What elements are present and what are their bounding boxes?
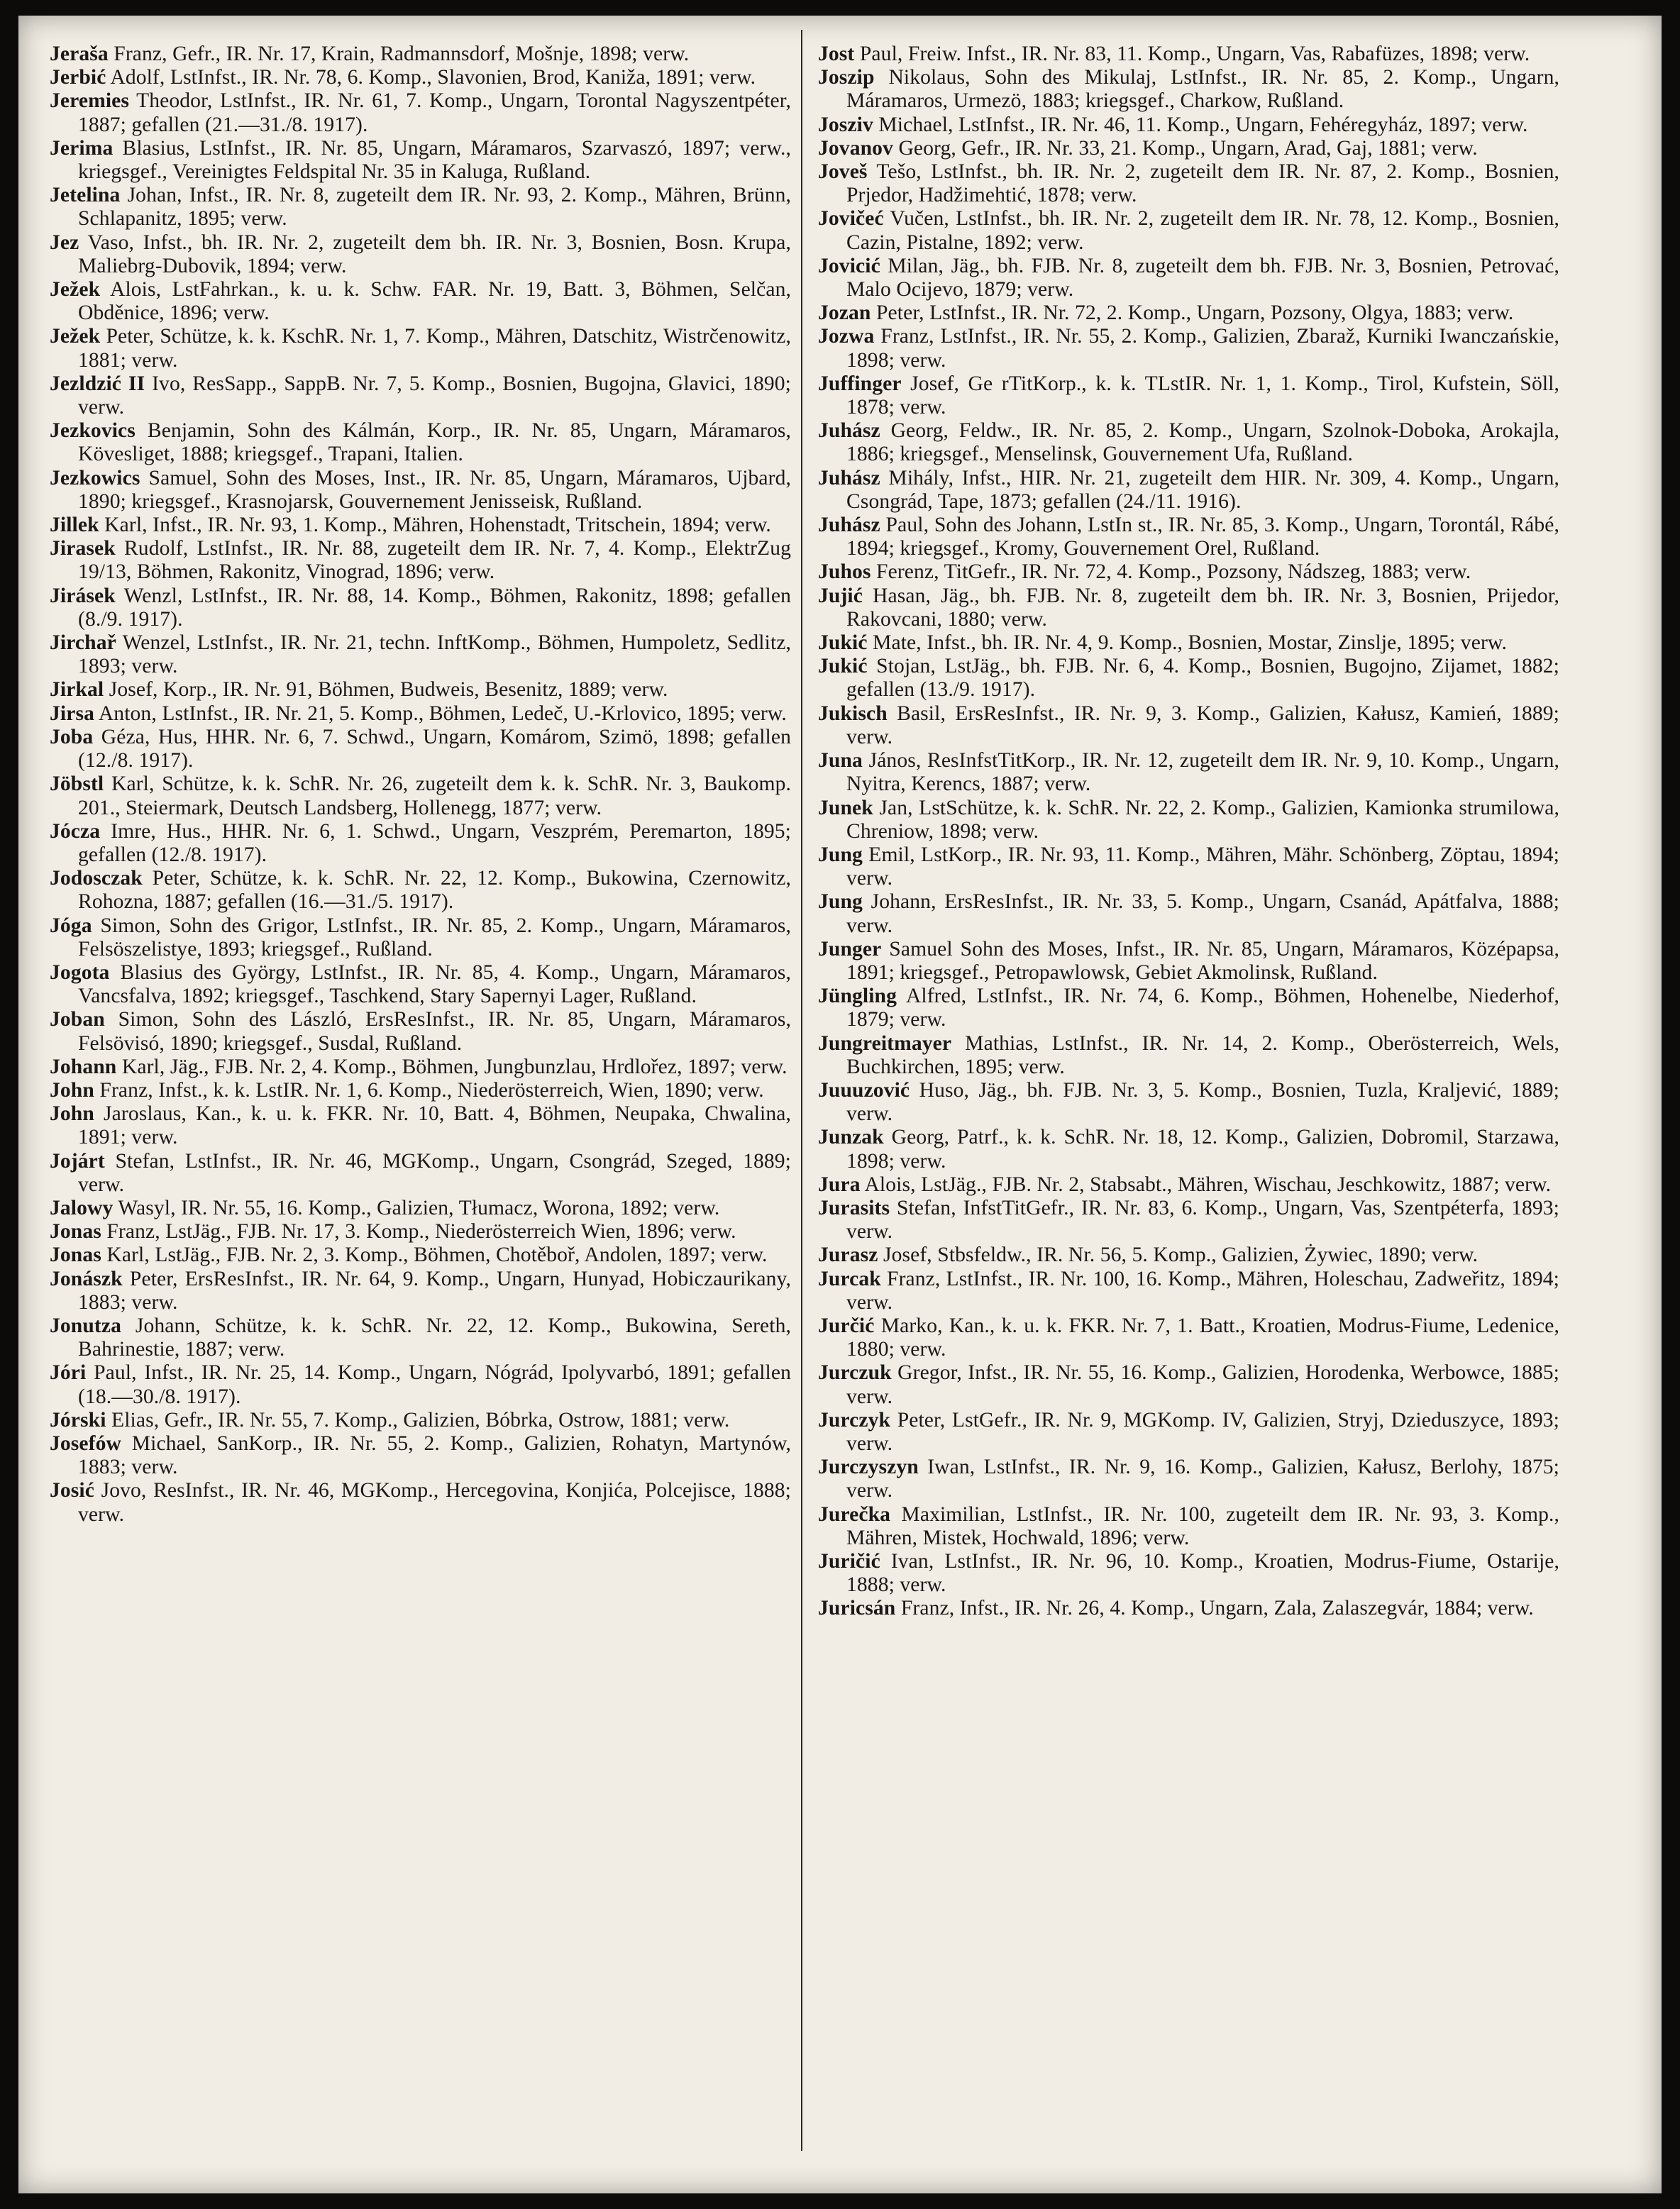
- entry-details: Franz, LstJäg., FJB. Nr. 17, 3. Komp., Niederösterreich Wien, 1896; verw.: [101, 1220, 736, 1244]
- register-entry: [818, 255, 1559, 301]
- entry-surname: Josić: [50, 1479, 94, 1502]
- register-entry: [50, 1268, 791, 1314]
- register-entry: [50, 961, 791, 1008]
- entry-details: Maximilian, LstInfst., IR. Nr. 100, zugeteilt dem IR. Nr. 93, 3. Komp., Mähren, Mistek, Hochwald, 1896; verw.: [846, 1502, 1559, 1549]
- register-entry: [818, 1079, 1559, 1126]
- entry-details: Stefan, LstInfst., IR. Nr. 46, MGKomp., Ungarn, Csongrád, Szeged, 1889; verw.: [78, 1149, 791, 1196]
- register-entry: [50, 773, 791, 819]
- entry-surname: Jovanov: [818, 136, 893, 160]
- register-entry: [818, 137, 1559, 160]
- register-entry: [50, 867, 791, 914]
- entry-details: Franz, LstInfst., IR. Nr. 100, 16. Komp., Mähren, Holeschau, Zadweřitz, 1894; verw.: [846, 1267, 1559, 1314]
- entry-details: Peter, Schütze, k. k. SchR. Nr. 22, 12. Komp., Bukowina, Czernowitz, Rohozna, 1887; gefallen (16.—31./5. 1917).: [78, 867, 791, 914]
- entry-details: Georg, Patrf., k. k. SchR. Nr. 18, 12. Komp., Galizien, Dobromil, Starzawa, 1898; verw.: [846, 1126, 1559, 1173]
- entry-surname: Jirásek: [50, 584, 116, 607]
- register-entry: [818, 160, 1559, 207]
- register-entry: [50, 184, 791, 231]
- entry-details: Milan, Jäg., bh. FJB. Nr. 8, zugeteilt dem bh. FJB. Nr. 3, Bosnien, Petrovać, Malo Ocijevo, 1879; verw.: [846, 254, 1559, 301]
- entry-surname: Joban: [50, 1008, 105, 1031]
- register-entry: [818, 655, 1559, 702]
- entry-surname: Jogota: [50, 960, 110, 984]
- entry-details: Géza, Hus, HHR. Nr. 6, 7. Schwd., Ungarn, Komárom, Szimö, 1898; gefallen (12./8. 1917).: [78, 725, 791, 773]
- entry-details: Michael, LstInfst., IR. Nr. 46, 11. Komp., Ungarn, Fehéregyház, 1897; verw.: [873, 113, 1528, 136]
- register-entry: [50, 678, 791, 702]
- entry-details: Blasius, LstInfst., IR. Nr. 85, Ungarn, Máramaros, Szarvaszó, 1897; verw., kriegsgef., Vereinigtes Feldspital Nr. 35 in Kaluga, Rußland.: [78, 136, 791, 184]
- entry-surname: Junger: [818, 937, 882, 960]
- register-entry: [818, 325, 1559, 372]
- entry-surname: Jungreitmayer: [818, 1031, 952, 1055]
- register-entry: [818, 1503, 1559, 1550]
- entry-surname: Juhász: [818, 466, 880, 489]
- entry-surname: Jozan: [818, 301, 871, 325]
- entry-surname: Jirkal: [50, 678, 104, 702]
- entry-surname: Juhos: [818, 560, 871, 584]
- register-entry: [818, 419, 1559, 466]
- entry-surname: Jerbić: [50, 66, 106, 89]
- entry-details: János, ResInfstTitKorp., IR. Nr. 12, zugeteilt dem IR. Nr. 9, 10. Komp., Ungarn, Nyitra, Kerencs, 1887; verw.: [846, 749, 1559, 796]
- column-divider: [801, 30, 802, 2151]
- entry-details: Theodor, LstInfst., IR. Nr. 61, 7. Komp., Ungarn, Torontal Nagyszentpéter, 1887; gefallen (21.—31./8. 1917).: [78, 89, 791, 136]
- entry-details: Marko, Kan., k. u. k. FKR. Nr. 7, 1. Batt., Kroatien, Modrus-Fiume, Ledenice, 1880; verw.: [846, 1314, 1559, 1361]
- register-entry: [818, 585, 1559, 631]
- register-entry: [50, 1150, 791, 1197]
- entry-surname: Jonászk: [50, 1267, 123, 1290]
- register-entry: [818, 1244, 1559, 1267]
- entry-surname: Johann: [50, 1055, 117, 1078]
- entry-surname: Jezldzić II: [50, 372, 145, 395]
- entry-details: Imre, Hus., HHR. Nr. 6, 1. Schwd., Ungarn, Veszprém, Peremarton, 1895; gefallen (12./8. 1917).: [78, 819, 791, 866]
- entry-details: Nikolaus, Sohn des Mikulaj, LstInfst., IR. Nr. 85, 2. Komp., Ungarn, Máramaros, Urmezö, 1883; kriegsgef., Charkow, Rußland.: [846, 66, 1559, 113]
- entry-surname: Jonas: [50, 1244, 101, 1267]
- register-entry: [50, 585, 791, 631]
- register-entry: [50, 1056, 791, 1079]
- entry-surname: Jurčić: [818, 1314, 875, 1337]
- entry-details: Mathias, LstInfst., IR. Nr. 14, 2. Komp., Oberösterreich, Wels, Buchkirchen, 1895; verw.: [846, 1031, 1559, 1078]
- register-entry: [50, 278, 791, 325]
- entry-details: Rudolf, LstInfst., IR. Nr. 88, zugeteilt dem IR. Nr. 7, 4. Komp., ElektrZug 19/13, Böhmen, Rakonitz, Vinograd, 1896; verw.: [78, 537, 791, 584]
- entry-surname: Jezkowics: [50, 466, 140, 489]
- entry-surname: Joveš: [818, 160, 868, 184]
- register-entry: [818, 207, 1559, 254]
- entry-surname: Jóri: [50, 1361, 87, 1385]
- register-entry: [818, 1126, 1559, 1173]
- register-entry: [818, 114, 1559, 137]
- entry-surname: Ježek: [50, 278, 101, 301]
- entry-details: Karl, Schütze, k. k. SchR. Nr. 26, zugeteilt dem k. k. SchR. Nr. 3, Baukomp. 201., Steiermark, Deutsch Landsberg, Hollenegg, 1877; verw.: [78, 773, 791, 819]
- entry-surname: Jirchař: [50, 631, 116, 655]
- entry-surname: Jurcak: [818, 1267, 881, 1290]
- entry-surname: Jodosczak: [50, 867, 143, 890]
- entry-details: Blasius des György, LstInfst., IR. Nr. 85, 4. Komp., Ungarn, Máramaros, Vancsfalva, 1892; kriegsgef., Taschkend, Stary Sapernyi Lager, Rußland.: [78, 960, 791, 1008]
- entry-surname: Juricsán: [818, 1597, 896, 1620]
- register-entry: [50, 1432, 791, 1479]
- entry-surname: Jonas: [50, 1220, 101, 1244]
- entry-details: Alois, LstFahrkan., k. u. k. Schw. FAR. Nr. 19, Batt. 3, Böhmen, Selčan, Obděnice, 1896; verw.: [78, 278, 791, 325]
- entry-details: Wenzl, LstInfst., IR. Nr. 88, 14. Komp., Böhmen, Rakonitz, 1898; gefallen (8./9. 1917).: [78, 584, 791, 631]
- register-entry: [818, 1550, 1559, 1597]
- entry-details: Josef, Ge rTitKorp., k. k. TLstIR. Nr. 1, 1. Komp., Tirol, Kufstein, Söll, 1878; verw.: [846, 372, 1559, 419]
- register-entry: [818, 1173, 1559, 1197]
- register-entry: [50, 66, 791, 89]
- entry-details: Benjamin, Sohn des Kálmán, Korp., IR. Nr. 85, Ungarn, Máramaros, Kövesliget, 1888; kriegsgef., Trapani, Italien.: [78, 419, 791, 466]
- entry-details: Peter, ErsResInfst., IR. Nr. 64, 9. Komp., Ungarn, Hunyad, Hobiczaurikany, 1883; verw.: [78, 1267, 791, 1314]
- entry-details: Josef, Korp., IR. Nr. 91, Böhmen, Budweis, Besenitz, 1889; verw.: [104, 678, 668, 702]
- entry-details: Franz, Infst., k. k. LstIR. Nr. 1, 6. Komp., Niederösterreich, Wien, 1890; verw.: [94, 1078, 764, 1102]
- entry-details: Ivan, LstInfst., IR. Nr. 96, 10. Komp., Kroatien, Modrus-Fiume, Ostarije, 1888; verw.: [846, 1550, 1559, 1597]
- entry-surname: Jillek: [50, 514, 99, 537]
- entry-details: Paul, Sohn des Johann, LstIn st., IR. Nr. 85, 3. Komp., Ungarn, Torontál, Rábé, 1894; kriegsgef., Kromy, Gouvernement Orel, Rußland.: [846, 514, 1559, 560]
- entry-details: Johann, ErsResInfst., IR. Nr. 33, 5. Komp., Ungarn, Csanád, Apátfalva, 1888; verw.: [846, 890, 1559, 937]
- entry-details: Wenzel, LstInfst., IR. Nr. 21, techn. InftKomp., Böhmen, Humpoletz, Sedlitz, 1893; verw.: [78, 631, 791, 678]
- entry-details: Mate, Infst., bh. IR. Nr. 4, 9. Komp., Bosnien, Mostar, Zinslje, 1895; verw.: [867, 631, 1507, 655]
- entry-surname: Jurasits: [818, 1196, 890, 1219]
- entry-details: Hasan, Jäg., bh. FJB. Nr. 8, zugeteilt dem bh. IR. Nr. 3, Bosnien, Prijedor, Rakovcani, 1880; verw.: [846, 584, 1559, 631]
- entry-details: Karl, Infst., IR. Nr. 93, 1. Komp., Mähren, Hohenstadt, Tritschein, 1894; verw.: [99, 514, 771, 537]
- entry-surname: Joba: [50, 725, 94, 748]
- register-entry: [818, 372, 1559, 419]
- entry-surname: Juhász: [818, 419, 880, 443]
- register-entry: [818, 1409, 1559, 1456]
- entry-surname: Junek: [818, 796, 873, 819]
- entry-surname: Jost: [818, 43, 855, 65]
- register-entry: [50, 372, 791, 419]
- entry-details: Emil, LstKorp., IR. Nr. 93, 11. Komp., Mähren, Mähr. Schönberg, Zöptau, 1894; verw.: [846, 843, 1559, 890]
- entry-surname: Jovičeć: [818, 207, 884, 231]
- register-entry: [818, 1032, 1559, 1079]
- register-entry: [50, 1102, 791, 1149]
- register-entry: [818, 1361, 1559, 1408]
- entry-details: Johann, Schütze, k. k. SchR. Nr. 22, 12. Komp., Bukowina, Sereth, Bahrinestie, 1887; verw.: [78, 1314, 791, 1361]
- register-entry: [50, 1314, 791, 1361]
- register-entry: [50, 1220, 791, 1244]
- entry-surname: Jung: [818, 890, 863, 914]
- entry-surname: Jetelina: [50, 184, 121, 207]
- register-entry: [50, 325, 791, 372]
- entry-details: Jan, LstSchütze, k. k. SchR. Nr. 22, 2. Komp., Galizien, Kamionka strumilowa, Chreniow, 1898; verw.: [846, 796, 1559, 843]
- entry-surname: Jozwa: [818, 325, 875, 348]
- register-entry: [50, 702, 791, 726]
- entry-details: Samuel Sohn des Moses, Infst., IR. Nr. 85, Ungarn, Máramaros, Középapsa, 1891; kriegsgef., Petropawlowsk, Gebiet Akmolinsk, Rußland.: [846, 937, 1559, 984]
- entry-surname: Jez: [50, 231, 79, 254]
- entry-surname: Juhász: [818, 514, 880, 537]
- entry-details: Anton, LstInfst., IR. Nr. 21, 5. Komp., Böhmen, Ledeč, U.-Krlovico, 1895; verw.: [94, 702, 787, 725]
- entry-details: Paul, Infst., IR. Nr. 25, 14. Komp., Ungarn, Nógrád, Ipolyvarbó, 1891; gefallen (18.—30./8. 1917).: [78, 1361, 791, 1408]
- right-column: [818, 43, 1559, 1621]
- entry-details: Vučen, LstInfst., bh. IR. Nr. 2, zugeteilt dem IR. Nr. 78, 12. Komp., Bosnien, Cazin, Pistalne, 1892; verw.: [846, 207, 1559, 254]
- entry-details: Wasyl, IR. Nr. 55, 16. Komp., Galizien, Tłumacz, Worona, 1892; verw.: [113, 1196, 720, 1219]
- register-entry: [50, 820, 791, 867]
- register-entry: [818, 560, 1559, 584]
- entry-surname: Jurečka: [818, 1502, 891, 1526]
- entry-surname: Josefów: [50, 1432, 121, 1455]
- register-entry: [50, 1479, 791, 1526]
- entry-details: Josef, Stbsfeldw., IR. Nr. 56, 5. Komp., Galizien, Żywiec, 1890; verw.: [878, 1244, 1479, 1267]
- entry-surname: Jurasz: [818, 1244, 878, 1267]
- register-entry: [50, 467, 791, 514]
- entry-surname: Juffinger: [818, 372, 902, 395]
- register-entry: [818, 1456, 1559, 1502]
- register-entry: [50, 1197, 791, 1220]
- entry-details: Karl, LstJäg., FJB. Nr. 2, 3. Komp., Böhmen, Chotěboř, Andolen, 1897; verw.: [101, 1244, 768, 1267]
- register-entry: [50, 43, 791, 66]
- entry-surname: Junzak: [818, 1126, 884, 1149]
- entry-surname: Jurczyszyn: [818, 1456, 919, 1479]
- entry-details: Iwan, LstInfst., IR. Nr. 9, 16. Komp., Galizien, Kałusz, Berlohy, 1875; verw.: [846, 1456, 1559, 1502]
- entry-surname: Jócza: [50, 819, 101, 843]
- left-column: [50, 43, 791, 1527]
- entry-details: Michael, SanKorp., IR. Nr. 55, 2. Komp., Galizien, Rohatyn, Martynów, 1883; verw.: [78, 1432, 791, 1479]
- register-entry: [818, 985, 1559, 1031]
- entry-surname: John: [50, 1102, 94, 1126]
- entry-surname: Jirsa: [50, 702, 94, 725]
- entry-details: Karl, Jäg., FJB. Nr. 2, 4. Komp., Böhmen, Jungbunzlau, Hrdlořez, 1897; verw.: [116, 1055, 788, 1078]
- entry-surname: Jung: [818, 843, 863, 866]
- entry-surname: Juuuzović: [818, 1078, 910, 1102]
- register-entry: [818, 702, 1559, 749]
- entry-details: Alfred, LstInfst., IR. Nr. 74, 6. Komp., Böhmen, Hohenelbe, Niederhof, 1879; verw.: [846, 985, 1559, 1031]
- register-entry: [818, 890, 1559, 937]
- entry-surname: Jojárt: [50, 1149, 105, 1173]
- entry-details: Paul, Freiw. Infst., IR. Nr. 83, 11. Komp., Ungarn, Vas, Rabafüzes, 1898; verw.: [854, 43, 1530, 65]
- entry-details: Ferenz, TitGefr., IR. Nr. 72, 4. Komp., Pozsony, Nádszeg, 1883; verw.: [871, 560, 1471, 584]
- entry-details: Peter, Schütze, k. k. KschR. Nr. 1, 7. Komp., Mähren, Datschitz, Wistrčenowitz, 1881; verw.: [78, 325, 791, 372]
- entry-surname: Jonutza: [50, 1314, 121, 1337]
- register-entry: [50, 1361, 791, 1408]
- entry-surname: Jórski: [50, 1408, 106, 1432]
- entry-surname: Ježek: [50, 325, 101, 348]
- entry-details: Adolf, LstInfst., IR. Nr. 78, 6. Komp., Slavonien, Brod, Kaniža, 1891; verw.: [106, 66, 756, 89]
- entry-details: Alois, LstJäg., FJB. Nr. 2, Stabsabt., Mähren, Wischau, Jeschkowitz, 1887; verw.: [860, 1173, 1552, 1196]
- register-entry: [818, 843, 1559, 890]
- entry-surname: Jeremies: [50, 89, 129, 113]
- register-entry: [50, 1008, 791, 1055]
- register-entry: [818, 797, 1559, 843]
- register-entry: [818, 301, 1559, 325]
- entry-details: Stojan, LstJäg., bh. FJB. Nr. 6, 4. Komp., Bosnien, Bugojno, Zijamet, 1882; gefallen (13./9. 1917).: [846, 655, 1559, 702]
- entry-details: Samuel, Sohn des Moses, Inst., IR. Nr. 85, Ungarn, Máramaros, Ujbard, 1890; kriegsgef., Krasnojarsk, Gouvernement Jenisseisk, Rußland.: [78, 466, 791, 513]
- entry-details: Simon, Sohn des László, ErsResInfst., IR. Nr. 85, Ungarn, Máramaros, Felsövisó, 1890; kriegsgef., Susdal, Rußland.: [78, 1008, 791, 1055]
- entry-surname: Jeraša: [50, 43, 109, 65]
- entry-surname: Jóga: [50, 914, 92, 937]
- entry-details: Jovo, ResInfst., IR. Nr. 46, MGKomp., Hercegovina, Konjića, Polcejisce, 1888; verw.: [78, 1479, 791, 1526]
- register-entry: [818, 43, 1559, 66]
- register-entry: [818, 938, 1559, 985]
- register-entry: [50, 631, 791, 678]
- register-entry: [818, 1197, 1559, 1244]
- entry-details: Franz, LstInfst., IR. Nr. 55, 2. Komp., Galizien, Zbaraž, Kurniki Iwanczańskie, 1898; verw.: [846, 325, 1559, 372]
- entry-surname: Jukić: [818, 631, 868, 655]
- register-entry: [818, 1268, 1559, 1314]
- entry-surname: Jöbstl: [50, 773, 104, 796]
- entry-surname: Jezkovics: [50, 419, 136, 443]
- entry-surname: Jirasek: [50, 537, 116, 560]
- register-entry: [818, 514, 1559, 560]
- register-entry: [818, 66, 1559, 113]
- register-entry: [818, 749, 1559, 796]
- entry-details: Ivo, ResSapp., SappB. Nr. 7, 5. Komp., Bosnien, Bugojna, Glavici, 1890; verw.: [78, 372, 791, 419]
- register-entry: [50, 537, 791, 584]
- register-entry: [50, 89, 791, 136]
- entry-details: Georg, Gefr., IR. Nr. 33, 21. Komp., Ungarn, Arad, Gaj, 1881; verw.: [892, 136, 1478, 160]
- entry-surname: Jüngling: [818, 985, 897, 1008]
- entry-surname: Jukić: [818, 655, 868, 678]
- entry-details: Tešo, LstInfst., bh. IR. Nr. 2, zugeteilt dem IR. Nr. 87, 2. Komp., Bosnien, Prjedor, Hadžimehtić, 1878; verw.: [846, 160, 1559, 207]
- entry-surname: Jujić: [818, 584, 863, 607]
- entry-surname: John: [50, 1078, 94, 1102]
- entry-surname: Jovicić: [818, 254, 880, 277]
- entry-details: Huso, Jäg., bh. FJB. Nr. 3, 5. Komp., Bosnien, Tuzla, Kraljević, 1889; verw.: [846, 1078, 1559, 1126]
- register-entry: [818, 1597, 1559, 1620]
- entry-surname: Juna: [818, 749, 863, 773]
- entry-details: Peter, LstGefr., IR. Nr. 9, MGKomp. IV, Galizien, Stryj, Dzieduszyce, 1893; verw.: [846, 1408, 1559, 1455]
- entry-details: Johan, Infst., IR. Nr. 8, zugeteilt dem IR. Nr. 93, 2. Komp., Mähren, Brünn, Schlapanitz, 1895; verw.: [78, 184, 791, 231]
- register-entry: [50, 419, 791, 466]
- entry-surname: Jura: [818, 1173, 861, 1196]
- register-entry: [50, 1244, 791, 1267]
- entry-details: Vaso, Infst., bh. IR. Nr. 2, zugeteilt dem bh. IR. Nr. 3, Bosnien, Bosn. Krupa, Maliebrg-Dubovik, 1894; verw.: [78, 231, 791, 277]
- register-entry: [50, 137, 791, 184]
- entry-details: Franz, Gefr., IR. Nr. 17, Krain, Radmannsdorf, Mošnje, 1898; verw.: [108, 43, 690, 65]
- register-entry: [818, 467, 1559, 514]
- register-entry: [50, 1079, 791, 1102]
- entry-details: Jaroslaus, Kan., k. u. k. FKR. Nr. 10, Batt. 4, Böhmen, Neupaka, Chwalina, 1891; verw.: [78, 1102, 791, 1149]
- register-entry: [50, 726, 791, 773]
- entry-details: Stefan, InfstTitGefr., IR. Nr. 83, 6. Komp., Ungarn, Vas, Szentpéterfa, 1893; verw.: [846, 1196, 1559, 1244]
- register-entry: [50, 1409, 791, 1432]
- register-entry: [50, 514, 791, 537]
- entry-details: Gregor, Infst., IR. Nr. 55, 16. Komp., Galizien, Horodenka, Werbowce, 1885; verw.: [846, 1361, 1559, 1408]
- entry-details: Mihály, Infst., HIR. Nr. 21, zugeteilt dem HIR. Nr. 309, 4. Komp., Ungarn, Csongrád, Tape, 1873; gefallen (24./11. 1916).: [846, 466, 1559, 513]
- entry-details: Georg, Feldw., IR. Nr. 85, 2. Komp., Ungarn, Szolnok-Doboka, Arokajla, 1886; kriegsgef., Menselinsk, Gouvernement Ufa, Rußland.: [846, 419, 1559, 466]
- entry-surname: Josziv: [818, 113, 873, 136]
- entry-details: Elias, Gefr., IR. Nr. 55, 7. Komp., Galizien, Bóbrka, Ostrow, 1881; verw.: [106, 1408, 730, 1432]
- register-entry: [50, 914, 791, 961]
- entry-surname: Jukisch: [818, 702, 888, 725]
- entry-surname: Juričić: [818, 1550, 880, 1573]
- register-entry: [818, 631, 1559, 655]
- entry-details: Peter, LstInfst., IR. Nr. 72, 2. Komp., Ungarn, Pozsony, Olgya, 1883; verw.: [871, 301, 1514, 325]
- entry-details: Basil, ErsResInfst., IR. Nr. 9, 3. Komp., Galizien, Kałusz, Kamień, 1889; verw.: [846, 702, 1559, 748]
- entry-surname: Jalowy: [50, 1196, 114, 1219]
- entry-surname: Jurczyk: [818, 1408, 891, 1432]
- register-entry: [50, 231, 791, 278]
- entry-details: Franz, Infst., IR. Nr. 26, 4. Komp., Ungarn, Zala, Zalaszegvár, 1884; verw.: [895, 1597, 1534, 1620]
- entry-surname: Jurczuk: [818, 1361, 892, 1385]
- register-entry: [818, 1314, 1559, 1361]
- entry-details: Simon, Sohn des Grigor, LstInfst., IR. Nr. 85, 2. Komp., Ungarn, Máramaros, Felsöszelistye, 1893; kriegsgef., Rußland.: [78, 914, 791, 960]
- document-page: [18, 16, 1662, 2193]
- entry-surname: Jerima: [50, 136, 114, 160]
- entry-surname: Joszip: [818, 66, 875, 89]
